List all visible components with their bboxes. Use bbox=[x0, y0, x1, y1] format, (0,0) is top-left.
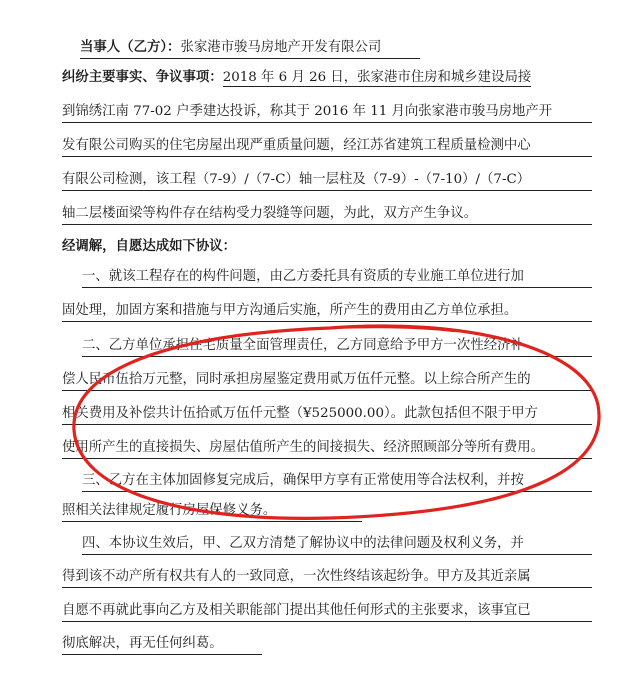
party-b-label: 当事人（乙方）： bbox=[80, 39, 181, 55]
clause-3-line-2: 照相关法律规定履行房屋保修义务。 bbox=[62, 502, 362, 522]
clause-4-line-3: 自愿不再就此事向乙方及相关职能部门提出其他任何形式的主张要求，该事宜已 bbox=[62, 602, 592, 622]
dispute-line-3: 发有限公司购买的住宅房屋出现严重质量问题，经江苏省建筑工程质量检测中心 bbox=[62, 137, 592, 157]
dispute-line-4: 有限公司检测，该工程（7-9）/（7-C）轴一层柱及（7-9）-（7-10）/（7-C） bbox=[62, 171, 592, 191]
clause-2-line-2: 偿人民币伍拾万元整，同时承担房屋鉴定费用贰万伍仟元整。以上综合所产生的 bbox=[62, 371, 592, 391]
agreement-heading: 经调解，自愿达成如下协议： bbox=[62, 238, 237, 254]
dispute-line-2: 到锦绣江南 77-02 户季建达投诉，称其于 2016 年 11 月向张家港市骏马房地产开 bbox=[62, 103, 592, 123]
clause-2-line-3: 相关费用及补偿共计伍拾贰万伍仟元整（¥525000.00）。此款包括但不限于甲方 bbox=[62, 405, 592, 425]
party-b-value: 张家港市骏马房地产开发有限公司 bbox=[180, 40, 382, 55]
clause-4-line-1: 四、本协议生效后，甲、乙双方清楚了解协议中的法律问题及权利义务，并 bbox=[82, 535, 592, 555]
party-b-line bbox=[80, 38, 420, 59]
clause-1-line-2: 固处理，加固方案和措施与甲方沟通后实施，所产生的费用由乙方单位承担。 bbox=[62, 302, 592, 322]
clause-4-line-2: 得到该不动产所有权共有人的一致同意，一次性终结该起纷争。甲方及其近亲属 bbox=[62, 568, 592, 588]
clause-3-line-1: 三、乙方在主体加固修复完成后，确保甲方享有正常使用等合法权利，并按 bbox=[82, 472, 592, 492]
dispute-text-1: 2018 年 6 月 26 日，张家港市住房和城乡建设局接 bbox=[222, 70, 532, 85]
dispute-label: 纠纷主要事实、争议事项： bbox=[62, 69, 223, 85]
clause-2-line-1: 二、乙方单位承担住宅质量全面管理责任，乙方同意给予甲方一次性经济补 bbox=[82, 337, 592, 357]
clause-4-line-4: 彻底解决，再无任何纠葛。 bbox=[62, 635, 262, 655]
dispute-line-5: 轴二层楼面梁等构件存在结构受力裂缝等问题，为此，双方产生争议。 bbox=[62, 205, 592, 225]
clause-2-line-4: 使用所产生的直接损失、房屋估值所产生的间接损失、经济照顾部分等所有费用。 bbox=[62, 439, 592, 459]
ellipse-stroke-overlap bbox=[330, 327, 455, 331]
clause-1-line-1: 一、就该工程存在的构件问题，由乙方委托具有资质的专业施工单位进行加 bbox=[82, 268, 592, 288]
dispute-line-1 bbox=[62, 68, 592, 87]
